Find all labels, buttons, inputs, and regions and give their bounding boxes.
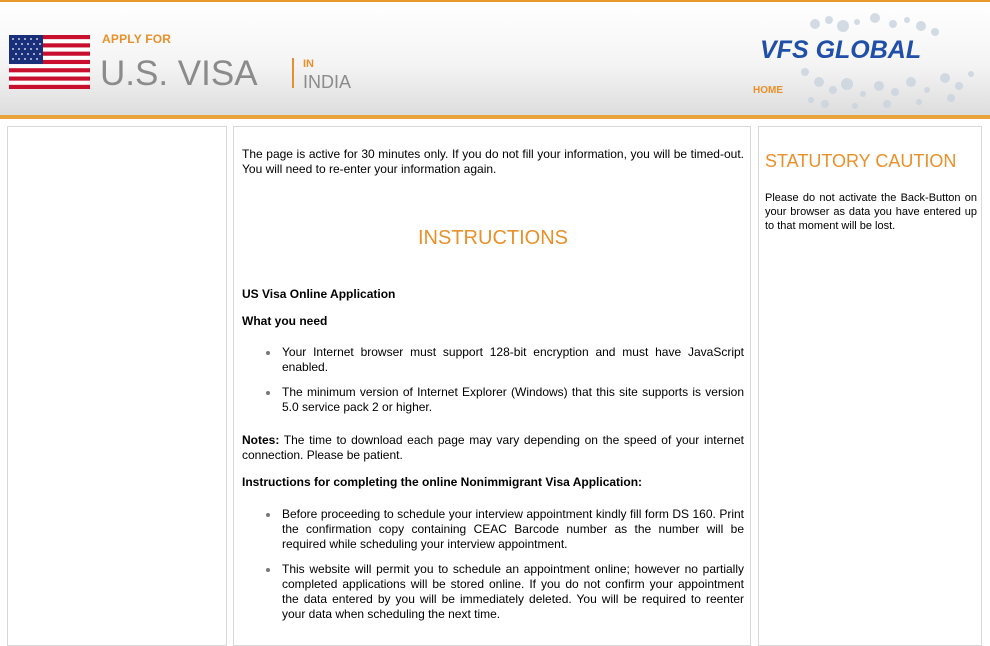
header-divider: [292, 58, 294, 88]
completion-steps-list: [242, 507, 744, 632]
right-sidebar: [758, 126, 982, 646]
us-flag-icon: [9, 35, 90, 89]
svg-text:VFS GLOBAL: VFS GLOBAL: [760, 36, 922, 63]
home-link[interactable]: HOME: [753, 85, 783, 96]
list-item: This website will permit you to schedule an appointment online; however no partially completed applications will be stored online. If you do not confirm your appointment the data entered by you will be immediately deleted. You will be required to reenter your data when scheduling the next time.: [242, 562, 744, 622]
completion-heading: Instructions for completing the online Nonimmigrant Visa Application:: [242, 475, 643, 489]
notes-paragraph: [242, 433, 744, 463]
session-timeout-notice: The page is active for 30 minutes only. If you do not fill your information, you will be timed-out. You will need to re-enter your information again.: [242, 147, 744, 176]
statutory-caution-title: STATUTORY CAUTION: [765, 151, 957, 171]
main-content: [233, 126, 751, 646]
visa-title: U.S. VISA: [100, 54, 258, 93]
left-sidebar: [7, 126, 227, 646]
statutory-caution-text: Please do not activate the Back-Button on your browser as data you have entered up to that moment will be lost.: [765, 192, 977, 232]
requirements-list: [242, 345, 744, 425]
notes-text: The time to download each page may vary depending on the speed of your internet connection. Please be patient.: [242, 433, 744, 462]
bullet-icon: [266, 513, 270, 517]
vfs-global-logo: [760, 35, 980, 63]
bullet-icon: [266, 568, 270, 572]
in-label: IN: [303, 58, 314, 70]
what-you-need-heading: What you need: [242, 314, 328, 328]
list-item: Before proceeding to schedule your interview appointment kindly fill form DS 160. Print the confirmation copy containing CEAC Barcode number as the number will be required while scheduling your interview appointment.: [242, 507, 744, 552]
header-rule: [0, 115, 990, 119]
list-item: The minimum version of Internet Explorer (Windows) that this site supports is version 5.0 service pack 2 or higher.: [242, 385, 744, 415]
application-heading: US Visa Online Application: [242, 287, 396, 301]
bullet-icon: [266, 391, 270, 395]
instructions-title: INSTRUCTIONS: [418, 227, 568, 249]
country-label: INDIA: [303, 72, 352, 92]
notes-label: Notes:: [242, 433, 280, 447]
bullet-icon: [266, 351, 270, 355]
page-header: [0, 0, 990, 117]
apply-for-label: APPLY FOR: [102, 32, 172, 46]
list-item: Your Internet browser must support 128-bit encryption and must have JavaScript enabled.: [242, 345, 744, 375]
